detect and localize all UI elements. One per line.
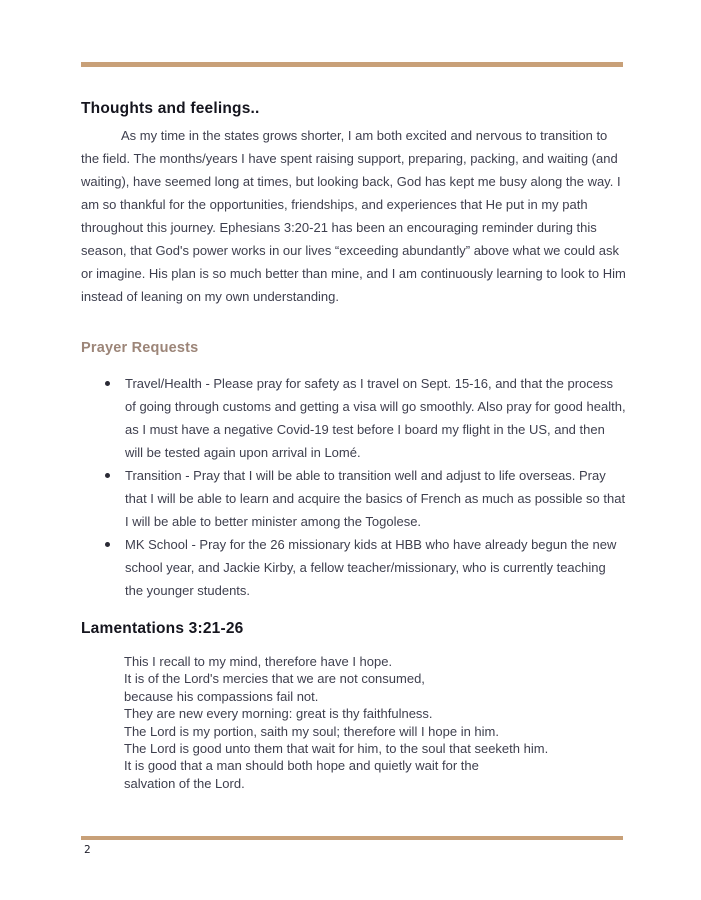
prayer-requests-heading: Prayer Requests xyxy=(81,340,199,356)
list-item xyxy=(99,464,626,533)
thoughts-heading: Thoughts and feelings.. xyxy=(81,100,260,117)
bottom-accent-rule xyxy=(81,836,623,840)
list-item xyxy=(99,372,626,464)
prayer-item-text: Travel/Health - Please pray for safety as I travel on Sept. 15-16, and that the process of going through customs and getting a visa will go smoothly. Also pray for good health, as I must have a negative Covid-19 test before I board my flight in the US, and then will be tested again upon arrival in Lomé. xyxy=(125,376,626,460)
scripture-line: It is of the Lord's mercies that we are not consumed, xyxy=(124,671,425,687)
prayer-item-text: Transition - Pray that I will be able to transition well and adjust to life overseas. Pray that I will be able to learn and acquire the basics of French as much as possible so that I will be able to better minister among the Togolese. xyxy=(125,468,626,529)
scripture-line: It is good that a man should both hope and quietly wait for the xyxy=(124,758,479,774)
scripture-line: The Lord is good unto them that wait for him, to the soul that seeketh him. xyxy=(124,741,549,757)
prayer-item-text: MK School - Pray for the 26 missionary kids at HBB who have already begun the new school year, and Jackie Kirby, a fellow teacher/missionary, who is currently teaching the younger students. xyxy=(125,537,617,598)
thoughts-paragraph: As my time in the states grows shorter, I am both excited and nervous to transition to the field. The months/years I have spent raising support, preparing, packing, and waiting (and waiting), have seemed long at times, but looking back, God has kept me busy along the way. I am so thankful for the opportunities, friendships, and experiences that He put in my path throughout this journey. Ephesians 3:20-21 has been an encouraging reminder during this season, that God's power works in our lives “exceeding abundantly” above what we could ask or imagine. His plan is so much better than mine, and I am continuously learning to look to Him instead of leaning on my own understanding. xyxy=(81,128,626,304)
bullet-icon xyxy=(105,542,110,547)
bullet-icon xyxy=(105,473,110,478)
scripture-line: The Lord is my portion, saith my soul; therefore will I hope in him. xyxy=(124,723,499,739)
scripture-line: salvation of the Lord. xyxy=(124,775,245,791)
scripture-line: They are new every morning: great is thy faithfulness. xyxy=(124,706,433,722)
scripture-block xyxy=(124,653,624,792)
bullet-icon xyxy=(105,381,110,386)
page-number: 2 xyxy=(84,843,91,856)
top-accent-rule xyxy=(81,62,623,67)
scripture-line: because his compassions fail not. xyxy=(124,688,319,704)
prayer-requests-list xyxy=(99,372,626,602)
scripture-line: This I recall to my mind, therefore have I hope. xyxy=(124,654,393,669)
lamentations-heading: Lamentations 3:21-26 xyxy=(81,620,244,637)
list-item xyxy=(99,533,626,602)
